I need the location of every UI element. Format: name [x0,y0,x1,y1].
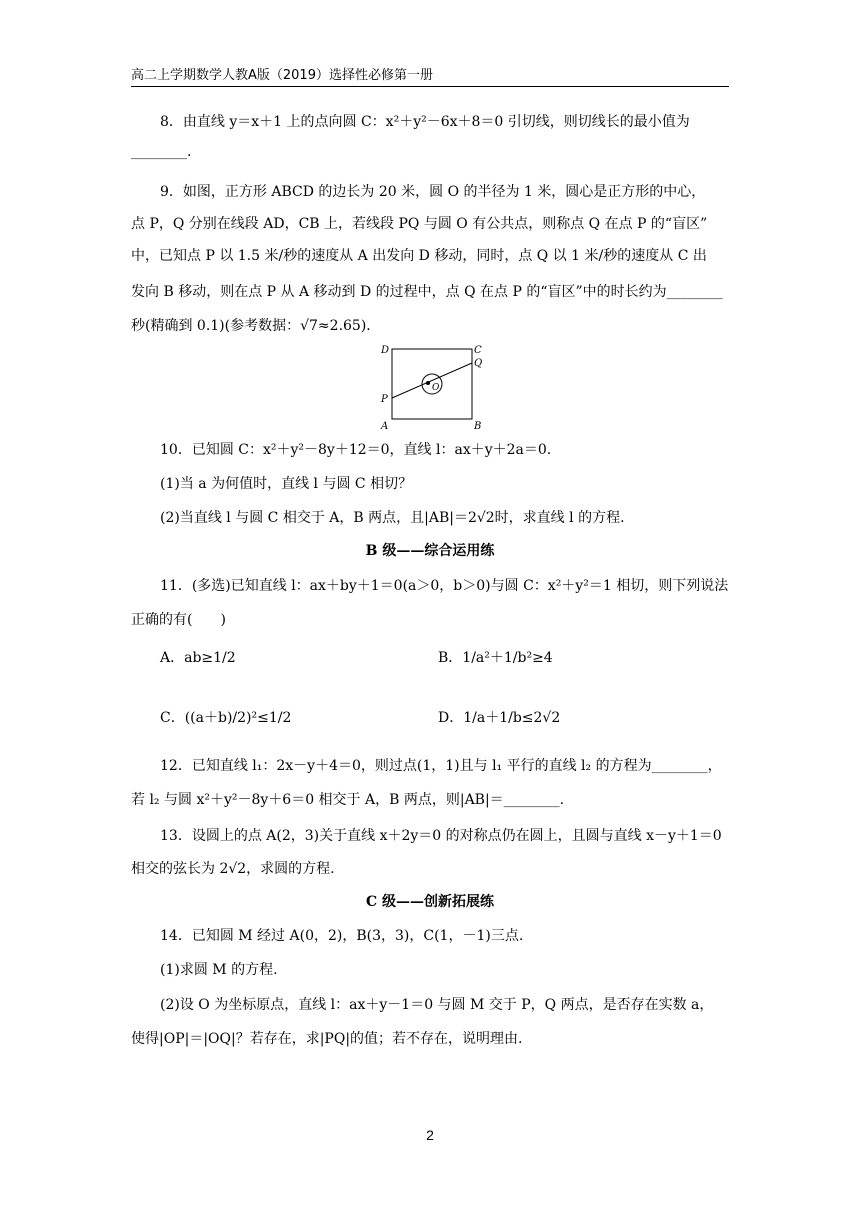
label-a: A [381,421,389,432]
problem-12-line-2: 若 l₂ 与圆 x²＋y²－8y＋6＝0 相交于 A，B 两点，则|AB|＝________. [131,792,565,808]
problem-14-line-1: 14．已知圆 M 经过 A(0，2)，B(3，3)，C(1，－1)三点. [160,928,524,944]
problem-11-line-1: 11．(多选)已知直线 l：ax＋by＋1＝0(a＞0，b＞0)与圆 C：x²＋y²＝1 相切，则下列说法 [160,578,729,594]
problem-14-line-4: 使得|OP|＝|OQ|？若存在，求|PQ|的值；若不存在，说明理由. [131,1031,523,1047]
problem-13-line-1: 13．设圆上的点 A(2，3)关于直线 x＋2y＝0 的对称点仍在圆上，且圆与直线 x－y＋1＝0 [160,828,722,844]
problem-9-line-4: 发向 B 移动，则在点 P 从 A 移动到 D 的过程中，点 Q 在点 P 的“盲区”中的时长约为________ [131,284,723,300]
square-circle-figure [378,341,488,433]
problem-13-line-2: 相交的弦长为 2√2，求圆的方程. [131,861,335,877]
page-header: 高二上学期数学人教A版（2019）选择性必修第一册 [131,68,433,83]
problem-8-line-1: 8．由直线 y＝x＋1 上的点向圆 C：x²＋y²－6x＋8＝0 引切线，则切线长的最小值为 [160,114,690,130]
problem-9-line-2: 点 P，Q 分别在线段 AD，CB 上，若线段 PQ 与圆 O 有公共点，则称点 Q 在点 P 的“盲区” [131,216,708,232]
problem-14-part-1: (1)求圆 M 的方程. [160,962,278,978]
problem-9-line-3: 中，已知点 P 以 1.5 米/秒的速度从 A 出发向 D 移动，同时，点 Q 以 1 米/秒的速度从 C 出 [131,248,707,264]
problem-14-part-2: (2)设 O 为坐标原点，直线 l：ax＋y－1＝0 与圆 M 交于 P，Q 两点，是否存在实数 a， [160,997,714,1013]
label-c: C [474,345,482,356]
problem-10-part-2: (2)当直线 l 与圆 C 相交于 A，B 两点，且|AB|＝2√2时，求直线 l 的方程. [160,510,625,526]
option-b: B．1/a²＋1/b²≥4 [438,650,553,666]
label-p: P [381,394,388,405]
problem-9-line-5: 秒(精确到 0.1)(参考数据：√7≈2.65)． [131,318,381,334]
problem-11-line-2: 正确的有( ) [131,612,226,628]
option-a: A．ab≥1/2 [160,650,236,666]
problem-10-part-1: (1)当 a 为何值时，直线 l 与圆 C 相切？ [160,476,413,492]
option-c: C．((a＋b)/2)²≤1/2 [160,710,292,726]
section-c-title: C 级——创新拓展练 [365,894,495,910]
option-d: D．1/a＋1/b≤2√2 [438,710,561,726]
problem-9-line-1: 9．如图，正方形 ABCD 的边长为 20 米，圆 O 的半径为 1 米，圆心是正方形的中心， [160,184,706,200]
label-b: B [474,421,482,432]
problem-8-line-2: ________. [131,144,192,160]
header-rule [131,86,729,87]
label-q: Q [474,358,483,369]
label-d: D [381,345,390,356]
section-b-title: B 级——综合运用练 [365,543,495,559]
problem-12-line-1: 12．已知直线 l₁：2x－y＋4＝0，则过点(1，1)且与 l₁ 平行的直线 l₂ 的方程为________， [160,758,722,774]
label-o: O [432,383,440,393]
page-number: 2 [426,1127,434,1143]
problem-10-line-1: 10．已知圆 C：x²＋y²－8y＋12＝0，直线 l：ax＋y＋2a＝0. [160,442,552,458]
